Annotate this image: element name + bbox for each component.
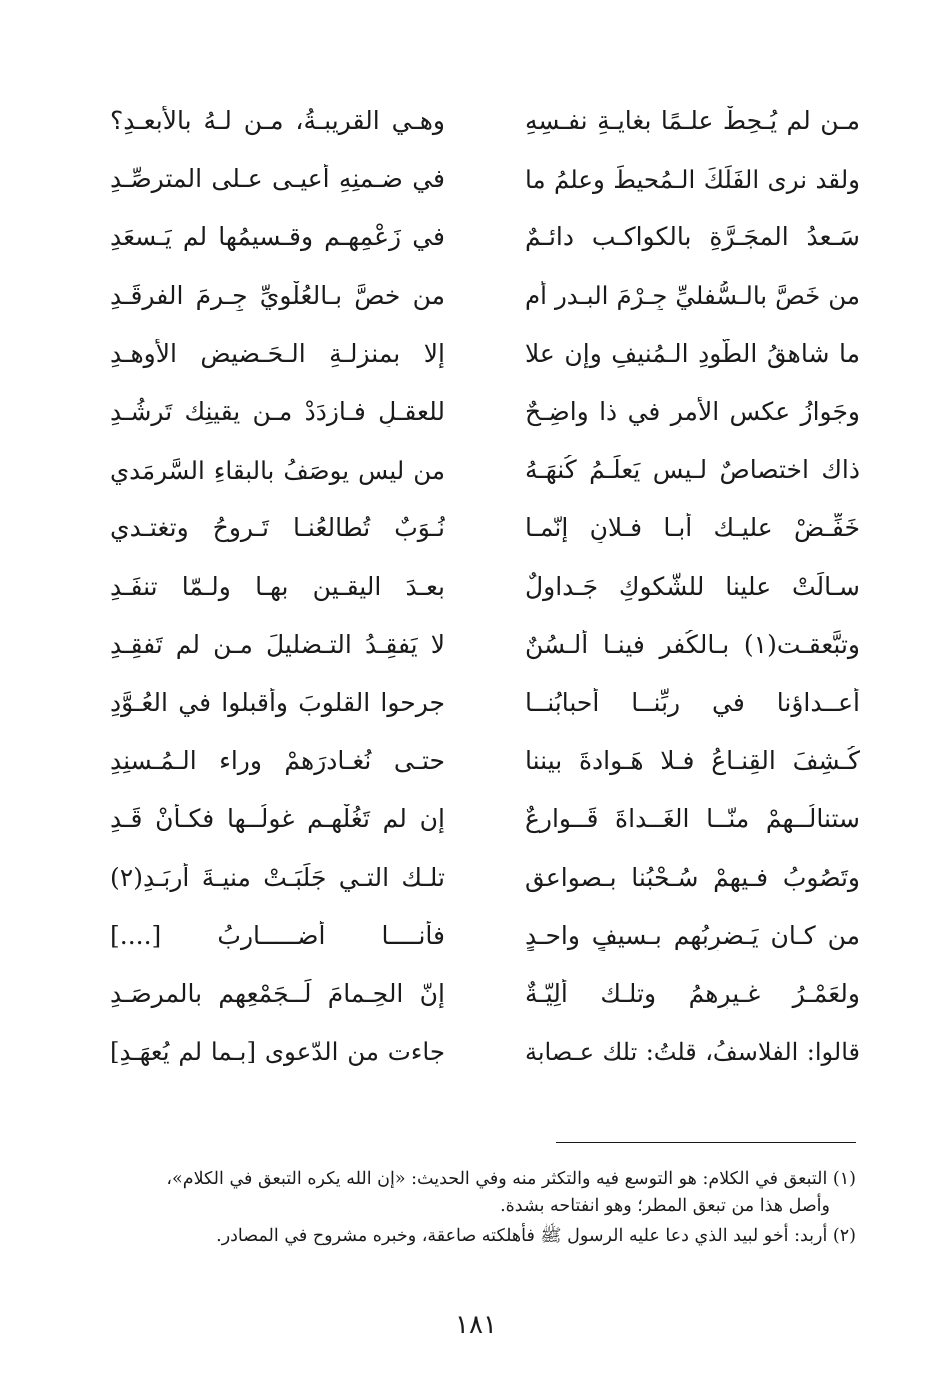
hemistich-second: جرحوا القلوبَ وأقبلوا في العُـوَّدِ bbox=[110, 687, 445, 717]
verse bbox=[110, 965, 860, 1023]
hemistich-second: لا يَفقِـدُ التـضليلَ مـن لم تَفقِـدِ bbox=[110, 629, 445, 659]
verse bbox=[110, 1023, 860, 1081]
hemistich-second: بعـدَ اليقـين بهـا ولـمّا تنفَـدِ bbox=[110, 571, 445, 601]
hemistich-first: مـن لم يُـحِطْ علـمًا بغايـةِ نفـسِهِ bbox=[525, 106, 860, 136]
verse bbox=[110, 267, 860, 325]
verse bbox=[110, 848, 860, 906]
footnotes bbox=[116, 1166, 856, 1253]
hemistich-second: فأنــــا أضـــــاربُ [....] bbox=[110, 920, 445, 950]
hemistich-second: في زَعْمِهـم وقـسيمُها لم يَـسعَدِ bbox=[110, 222, 445, 252]
hemistich-second: من خصَّ بـالعُلْويِّ جِـرمَ الفرقَـدِ bbox=[110, 280, 445, 310]
hemistich-second: وهـي القريبـةُ، مـن لـهُ بالأبعـدِ؟ bbox=[110, 106, 445, 136]
poem bbox=[110, 92, 860, 1081]
footnote-2-text: (٢) أربد: أخو لبيد الذي دعا عليه الرسول ﷺ فأهلكته صاعقة، وخبره مشروح في المصادر. bbox=[216, 1226, 856, 1247]
hemistich-second: في ضـمنِهِ أعيـى عـلى المترصِّـدِ bbox=[110, 164, 445, 194]
hemistich-first: ستنالُــهمْ منّــا الغَــداةَ قَــوارعٌ bbox=[525, 804, 860, 834]
verse bbox=[110, 92, 860, 150]
footnote-divider bbox=[556, 1142, 856, 1143]
hemistich-first: من كـان يَـضرِبُهم بـسيفٍ واحـدٍ bbox=[525, 920, 860, 950]
hemistich-first: ذاك اختصاصٌ لـيس يَعلَـمُ كُنهَـهُ bbox=[525, 455, 860, 485]
verse bbox=[110, 441, 860, 499]
hemistich-first: وتبَّعقـت(١) بـالكُفر فينـا ألـسُنٌ bbox=[525, 629, 860, 659]
hemistich-first: خَفِّـضْ عليـك أبـا فـلانٍ إنّمـا bbox=[525, 513, 860, 543]
hemistich-first: ولعَمْـرُ غـيرِهمُ وتلـك أَلِيّـةٌ bbox=[525, 978, 860, 1008]
verse bbox=[110, 208, 860, 266]
hemistich-second: حتـى نُغـادرَهمْ وراء الـمُـسنِدِ bbox=[110, 746, 445, 776]
footnote-1-text: (١) التبعق في الكلام: هو التوسع فيه والتكثر منه وفي الحديث: «إن الله يكره التبعق في الكلام»، bbox=[166, 1169, 856, 1189]
hemistich-second: جاءت من الدّعوى [بـما لم يُعهَـدِ] bbox=[110, 1037, 445, 1067]
hemistich-second: إلا بمنزلـةِ الـحَـضيضِ الأوهـدِ bbox=[110, 338, 445, 368]
verse bbox=[110, 558, 860, 616]
hemistich-second: من ليس يوصَفُ بالبقاءِ السَّرمَدي bbox=[110, 455, 445, 485]
hemistich-first: سَـعدُ المجَـرَّةِ بالكواكـب دائـمٌ bbox=[525, 222, 860, 252]
hemistich-second: إنّ الحِـمامَ لَــجَمْعِهم بالمرصَـدِ bbox=[110, 978, 445, 1008]
verse bbox=[110, 616, 860, 674]
hemistich-first: أعــداؤنا في ربِّنــا أحبابُنــا bbox=[525, 687, 860, 717]
hemistich-second: للعقـلِ فـازدَدْ مـن يقينِك تَرشُـدِ bbox=[110, 397, 445, 427]
hemistich-second: تلـك التـي جَلَبَـتْ منيـةَ أربَـدِ(٢) bbox=[110, 862, 445, 892]
footnote-1 bbox=[116, 1166, 856, 1220]
page-number: ١٨١ bbox=[455, 1310, 497, 1340]
verse bbox=[110, 325, 860, 383]
hemistich-first: من خَصَّ بالـسُّفليِّ جِـرْمَ البـدرِ أم bbox=[525, 280, 860, 310]
verse bbox=[110, 907, 860, 965]
verse bbox=[110, 732, 860, 790]
verse bbox=[110, 383, 860, 441]
hemistich-first: كُـشِفَ القِنـاعُ فـلا هَـوادةَ بيننا bbox=[525, 746, 860, 776]
footnote-1-continuation: وأصل هذا من تبعق المطر؛ وهو انفتاحه بشدة. bbox=[500, 1196, 830, 1217]
hemistich-second: نُـوَبٌ تُطالعُنـا تَـروحُ وتغتـدي bbox=[110, 513, 445, 543]
footnote-2 bbox=[116, 1223, 856, 1250]
verse bbox=[110, 674, 860, 732]
verse bbox=[110, 499, 860, 557]
hemistich-first: وجَوازُ عكسِ الأمرِ في ذا واضِـحٌ bbox=[525, 397, 860, 427]
hemistich-first: قالوا: الفلاسفُ، قلتُ: تلك عـصابة bbox=[525, 1037, 860, 1066]
verse bbox=[110, 150, 860, 208]
hemistich-first: ما شاهقُ الطَّودِ الـمُنيفِ وإن علا bbox=[525, 338, 860, 368]
verse bbox=[110, 790, 860, 848]
hemistich-first: ولقد نرى الفَلَكَ الـمُحيطَ وعلمُ ما bbox=[525, 164, 860, 194]
hemistich-first: سـالَتْ علينا للشُّكوكِ جَـداولٌ bbox=[525, 571, 860, 601]
hemistich-first: وتَصُوبُ فـيهمْ سُـحْبُنا بـصواعقٍ bbox=[525, 862, 860, 892]
hemistich-second: إن لم تَغُلْهـم غولُــها فكـأنْ قَـدِ bbox=[110, 804, 445, 834]
